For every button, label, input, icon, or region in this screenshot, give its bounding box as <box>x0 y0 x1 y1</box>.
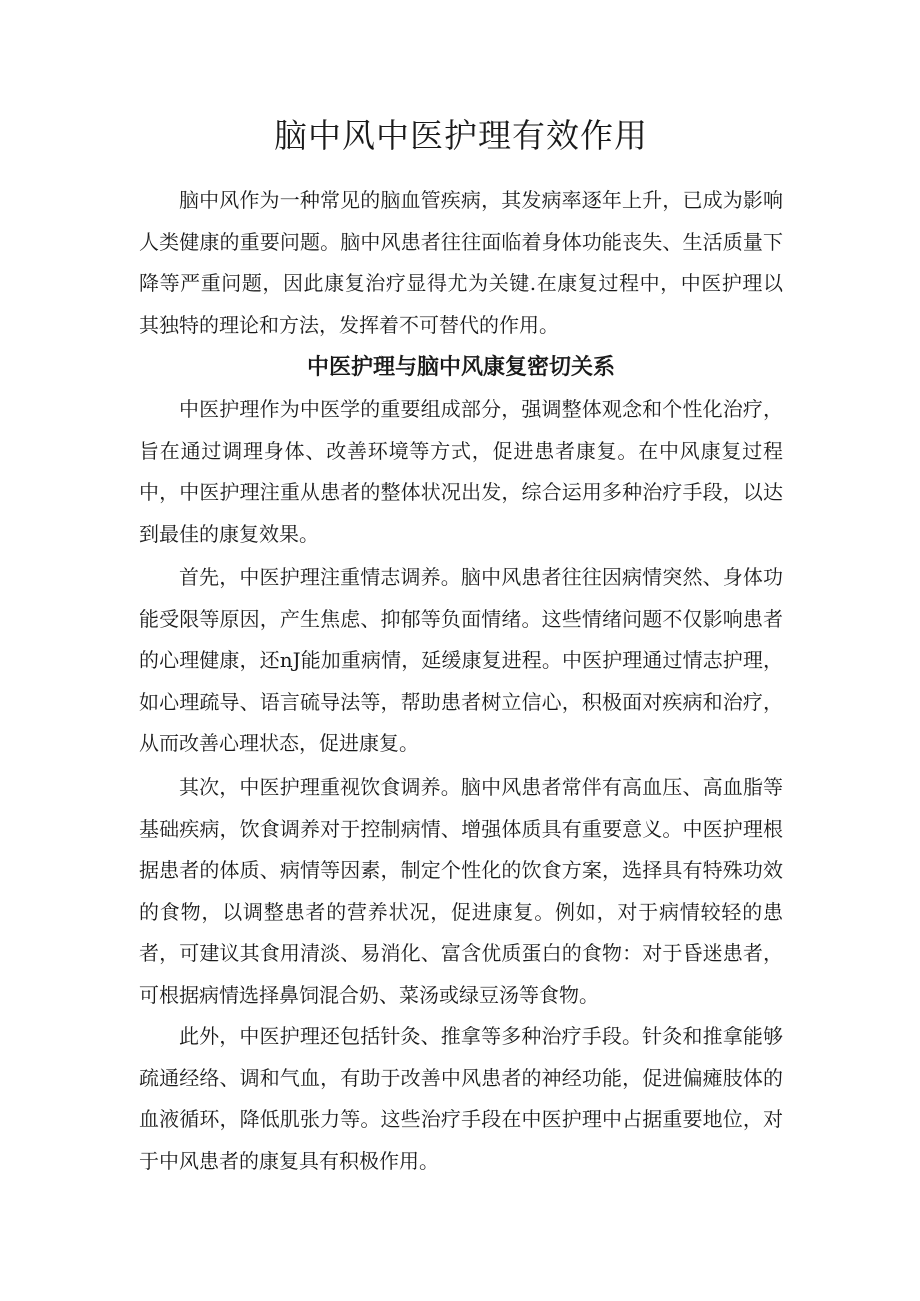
section-paragraph-2: 首先，中医护理注重情志调养。脑中风患者往往因病情突然、身体功能受限等原因，产生焦虑、抑郁等负面情绪。这些情绪问题不仅影响患者的心理健康，还nJ能加重病情，延缓康复进程。中医护理通过情志护理，如心理疏导、语言硫导法等，帮助患者树立信心，积极面对疾病和治疗，从而改善心理状态，促进康复。 <box>139 565 783 755</box>
section-heading: 中医护理与脑中风康复密切关系 <box>306 355 615 380</box>
document-title: 脑中风中医护理有效作用 <box>274 116 648 155</box>
section-paragraph-3: 其次，中医护理重视饮食调养。脑中风患者常伴有高血压、高血脂等基础疾病，饮食调养对于控制病情、增强体质具有重要意义。中医护理根据患者的体质、病情等因素，制定个性化的饮食方案，选择具有特殊功效的食物，以调整患者的营养状况，促进康复。例如，对于病情较轻的患者，可建议其食用清淡、易消化、富含优质蛋白的食物：对于昏迷患者，可根据病情选择鼻饲混合奶、菜汤或绿豆汤等食物。 <box>139 775 783 1007</box>
section-paragraph-4: 此外，中医护理还包括针灸、推拿等多种治疗手段。针灸和推拿能够疏通经络、调和气血，有助于改善中风患者的神经功能，促进偏瘫肢体的血液循环，降低肌张力等。这些治疗手段在中医护理中占据重要地位，对于中风患者的康复具有积极作用。 <box>139 1024 783 1173</box>
section-paragraph-1: 中医护理作为中医学的重要组成部分，强调整体观念和个性化治疗，旨在通过调理身体、改善环境等方式，促进患者康复。在中风康复过程中，中医护理注重从患者的整体状况出发，综合运用多种治疗手段，以达到最佳的康复效果。 <box>139 397 783 546</box>
intro-paragraph: 脑中风作为一种常见的脑血管疾病，其发病率逐年上升，已成为影响人类健康的重要问题。脑中风患者往往面临着身体功能丧失、生活质量下降等严重问题，因此康复治疗显得尤为关键.在康复过程中，中医护理以其独特的理论和方法，发挥着不可替代的作用。 <box>139 188 783 337</box>
